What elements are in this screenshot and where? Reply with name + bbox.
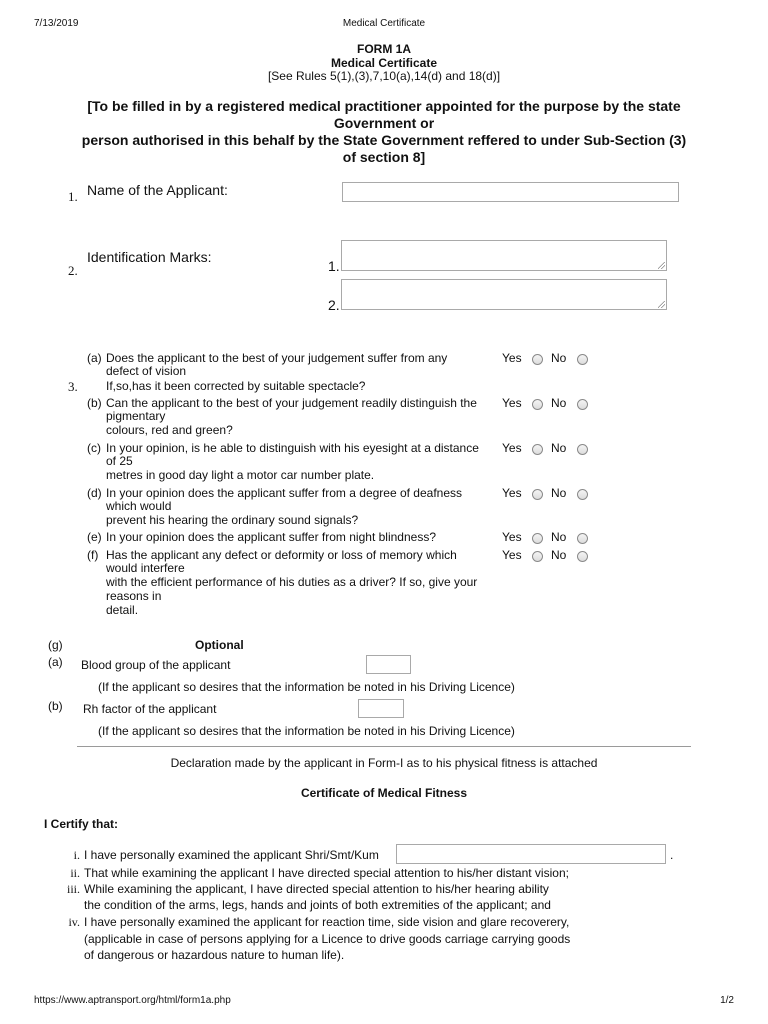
question-f-yes-radio[interactable] — [532, 551, 543, 562]
question-b-line: Can the applicant to the best of your judgement readily distinguish the — [106, 396, 477, 410]
question-a-line: defect of vision — [106, 364, 187, 378]
rh-factor-note: (If the applicant so desires that the information be noted in his Driving Licence) — [98, 724, 515, 738]
question-f-letter: (f) — [87, 548, 99, 562]
field-number-2: 2. — [68, 263, 78, 278]
no-label: No — [551, 486, 567, 500]
question-f-line: with the efficient performance of his duties as a driver? If so, give your — [106, 575, 478, 589]
question-f-line: Has the applicant any defect or deformity or loss of memory which — [106, 548, 457, 562]
print-date: 7/13/2019 — [34, 18, 79, 29]
form-rules: [See Rules 5(1),(3),7,10(a),14(d) and 18(d)] — [267, 69, 501, 83]
identification-label: Identification Marks: — [87, 249, 212, 265]
certify-item-number: i. — [73, 848, 80, 862]
mark-1-number: 1. — [328, 258, 340, 274]
print-title: Medical Certificate — [342, 18, 426, 29]
page-url: https://www.aptransport.org/html/form1a.php — [34, 995, 231, 1006]
mark-2-number: 2. — [328, 297, 340, 313]
field-number-3: 3. — [68, 379, 78, 394]
question-e-no-radio[interactable] — [577, 533, 588, 544]
certify-item-number: iii. — [66, 882, 80, 896]
question-d-line: prevent his hearing the ordinary sound signals? — [106, 513, 359, 527]
question-a-yes-radio[interactable] — [532, 354, 543, 365]
instruction-line-3: person authorised in this behalf by the State Government reffered to under Sub-Section (3) — [81, 132, 687, 148]
identification-mark-2-textarea[interactable] — [341, 279, 667, 310]
certify-item-text: While examining the applicant, I have directed special attention to his/her hearing ability — [84, 882, 549, 896]
certify-item-suffix: . — [670, 848, 674, 862]
certify-item-text: That while examining the applicant I have directed special attention to his/her distant vision; — [84, 866, 569, 880]
optional-a-letter: (a) — [48, 655, 63, 669]
certify-item-text: I have personally examined the applicant Shri/Smt/Kum — [84, 848, 379, 862]
instruction-line-2: Government or — [333, 115, 435, 131]
question-d-line: which would — [106, 499, 172, 513]
question-b-no-radio[interactable] — [577, 399, 588, 410]
certificate-title: Certificate of Medical Fitness — [300, 786, 468, 800]
page-number: 1/2 — [720, 995, 734, 1006]
no-label: No — [551, 351, 567, 365]
no-label: No — [551, 396, 567, 410]
blood-group-label: Blood group of the applicant — [81, 658, 231, 672]
yes-label: Yes — [502, 441, 522, 455]
certify-item-number: ii. — [70, 866, 80, 880]
yes-label: Yes — [502, 530, 522, 544]
question-a-line: If,so,has it been corrected by suitable spectacle? — [106, 379, 366, 393]
question-c-line: of 25 — [106, 454, 133, 468]
question-c-letter: (c) — [87, 441, 101, 455]
question-a-line: Does the applicant to the best of your judgement suffer from any — [106, 351, 448, 365]
yes-label: Yes — [502, 351, 522, 365]
question-e-yes-radio[interactable] — [532, 533, 543, 544]
question-d-letter: (d) — [87, 486, 102, 500]
certify-item-number: iv. — [68, 915, 80, 929]
yes-label: Yes — [502, 486, 522, 500]
declaration-text: Declaration made by the applicant in Form-I as to his physical fitness is attached — [170, 756, 598, 770]
optional-title: Optional — [195, 638, 244, 652]
form-subtitle: Medical Certificate — [330, 56, 438, 70]
question-d-yes-radio[interactable] — [532, 489, 543, 500]
form-number: FORM 1A — [357, 42, 411, 56]
certify-item-continuation: of dangerous or hazardous nature to human life). — [84, 948, 345, 962]
question-a-no-radio[interactable] — [577, 354, 588, 365]
question-c-no-radio[interactable] — [577, 444, 588, 455]
question-b-yes-radio[interactable] — [532, 399, 543, 410]
yes-label: Yes — [502, 548, 522, 562]
blood-group-input[interactable] — [366, 655, 411, 674]
instruction-line-4: of section 8] — [342, 149, 426, 165]
optional-g-letter: (g) — [48, 638, 63, 652]
field-number-1: 1. — [68, 189, 78, 204]
question-b-letter: (b) — [87, 396, 102, 410]
question-f-line: detail. — [106, 603, 139, 617]
no-label: No — [551, 530, 567, 544]
rh-factor-label: Rh factor of the applicant — [83, 702, 217, 716]
certify-heading: I Certify that: — [44, 817, 119, 831]
section-divider — [77, 746, 691, 747]
question-b-line: colours, red and green? — [106, 423, 233, 437]
optional-b-letter: (b) — [48, 699, 63, 713]
identification-mark-1-textarea[interactable] — [341, 240, 667, 271]
question-d-line: In your opinion does the applicant suffer from a degree of deafness — [106, 486, 463, 500]
certify-item-continuation: the condition of the arms, legs, hands and joints of both extremities of the applicant; and — [84, 898, 551, 912]
blood-group-note: (If the applicant so desires that the information be noted in his Driving Licence) — [98, 680, 515, 694]
question-e-line: In your opinion does the applicant suffer from night blindness? — [106, 530, 436, 544]
question-e-letter: (e) — [87, 530, 102, 544]
question-a-letter: (a) — [87, 351, 102, 365]
question-c-yes-radio[interactable] — [532, 444, 543, 455]
question-c-line: In your opinion, is he able to distinguish with his eyesight at a distance — [106, 441, 479, 455]
certify-item-continuation: (applicable in case of persons applying for a Licence to drive goods carriage carrying goods — [84, 932, 571, 946]
question-d-no-radio[interactable] — [577, 489, 588, 500]
question-b-line: pigmentary — [106, 409, 166, 423]
applicant-name-input[interactable] — [396, 844, 666, 864]
question-c-line: metres in good day light a motor car number plate. — [106, 468, 375, 482]
certify-item-text: I have personally examined the applicant for reaction time, side vision and glare recoverery, — [84, 915, 570, 929]
yes-label: Yes — [502, 396, 522, 410]
name-label: Name of the Applicant: — [87, 182, 228, 198]
name-input[interactable] — [342, 182, 679, 202]
rh-factor-input[interactable] — [358, 699, 404, 718]
question-f-no-radio[interactable] — [577, 551, 588, 562]
no-label: No — [551, 548, 567, 562]
question-f-line: would interfere — [106, 561, 185, 575]
question-f-line: reasons in — [106, 589, 162, 603]
instruction-line-1: [To be filled in by a registered medical practitioner appointed for the purpose by the state — [87, 98, 681, 114]
no-label: No — [551, 441, 567, 455]
